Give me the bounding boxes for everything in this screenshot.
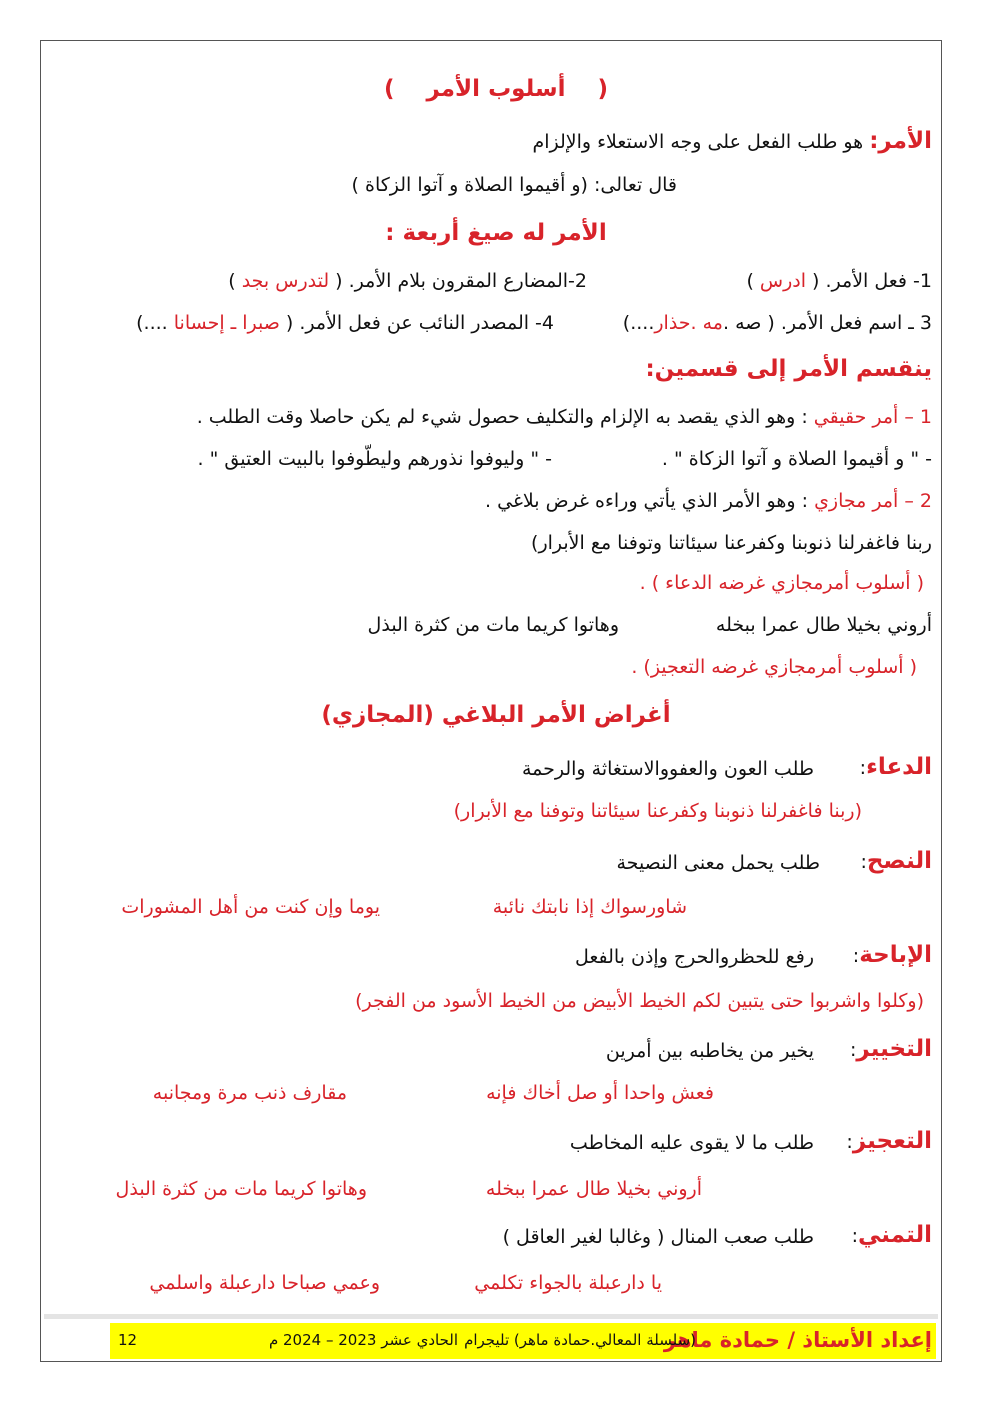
purpose-takhyir-colon: : [850,1039,857,1061]
purpose-dua-example: (ربنا فاغفرلنا ذنوبنا وكفرعنا سيئاتنا وتوفنا مع الأبرار) [453,800,862,822]
form-4-text: 4- المصدر النائب عن فعل الأمر. ( [279,312,554,334]
type-2 [485,488,932,514]
footer-page-number: 12 [118,1331,138,1349]
form-4-example: صبرا ـ إحسانا [173,312,280,334]
form-3 [623,310,932,336]
purpose-takhyir-label: التخيير [856,1036,932,1062]
footer-bar [110,1323,936,1359]
form-3-close: ....) [622,312,655,334]
definition-line [532,128,932,155]
form-2-example: لتدرس بجد [241,270,330,292]
type-2-example-2a: أروني بخيلا طال عمرا ببخله [715,614,932,636]
purpose-dua-def: طلب العون والعفووالاستغاثة والرحمة [521,758,814,780]
purpose-nush [860,848,932,875]
form-1-example: ادرس [759,270,807,292]
form-1-close: ) [746,270,760,292]
purpose-ibaha-colon: : [852,945,860,967]
form-2-text: 2-المضارع المقرون بلام الأمر. ( [329,270,587,292]
purpose-takhyir-example-1: فعش واحدا أو صل أخاك فإنه [486,1082,714,1104]
footer-separator [44,1314,938,1319]
purpose-nush-example-1: شاورسواك إذا نابتك نائبة [492,896,687,918]
purpose-ibaha-example: (وكلوا واشربوا حتى يتبين لكم الخيط الأبيض من الخيط الأسود من الفجر) [355,990,924,1012]
purpose-tamanni [852,1222,932,1249]
type-2-text: : وهو الأمر الذي يأتي وراءه غرض بلاغي . [485,490,815,512]
form-4-close: ....) [136,312,174,334]
form-1-text: 1- فعل الأمر. ( [806,270,932,292]
footer-grade: الحادي عشر 2023 – 2024 م [268,1331,458,1349]
form-2-close: ) [228,270,242,292]
purpose-nush-example-2: يوما وإن كنت من أهل المشورات [121,896,380,918]
forms-heading-colon: : [385,220,395,246]
form-3-example: مه .حذار [654,312,723,334]
type-2-note-2: ( أسلوب أمرمجازي غرضه التعجيز) . [631,656,917,678]
purpose-takhyir-def: يخير من يخاطبه بين أمرين [605,1040,814,1062]
purpose-ibaha-label: الإباحة [859,942,932,968]
type-1-label: 1 – أمر حقيقي [813,406,932,428]
type-2-example-2b: وهاتوا كريما مات من كثرة البذل [367,614,619,636]
purpose-takhyir [850,1036,932,1063]
purpose-taajiz [846,1128,932,1155]
definition-label: الأمر: [869,128,932,154]
purpose-ibaha-def: رفع للحظروالحرج وإذن بالفعل [574,946,814,968]
purpose-tamanni-example-1: يا دارعبلة بالجواء تكلمي [474,1272,662,1294]
forms-heading [0,220,992,246]
title-close-paren: ) [383,76,395,102]
purpose-taajiz-label: التعجيز [852,1128,932,1154]
forms-heading-text: الأمر له صيغ أربعة [402,220,607,246]
type-1-example-1: - " و أقيموا الصلاة و آتوا الزكاة " . [661,448,932,470]
title-open-paren: ( [597,76,609,102]
purpose-taajiz-example-1: أروني بخيلا طال عمرا ببخله [485,1178,702,1200]
purpose-tamanni-label: التمني [858,1222,932,1248]
purpose-nush-colon: : [860,851,867,873]
type-2-note-1: ( أسلوب أمرمجازي غرضه الدعاء ) . [639,572,924,594]
purpose-tamanni-example-2: وعمي صباحا دارعبلة واسلمي [149,1272,380,1294]
purpose-nush-label: النصح [866,848,932,874]
purpose-takhyir-example-2: مقارف ذنب مرة ومجانبه [152,1082,347,1104]
footer-author: إعداد الأستاذ / حمادة ماهر [663,1328,932,1352]
purpose-taajiz-example-2: وهاتوا كريما مات من كثرة البذل [115,1178,367,1200]
type-2-label: 2 – أمر مجازي [814,490,932,512]
purpose-taajiz-def: طلب ما لا يقوى عليه المخاطب [569,1132,814,1154]
form-1 [746,268,932,294]
type-2-example-1: ربنا فاغفرلنا ذنوبنا وكفرعنا سيئاتنا وتوفنا مع الأبرار) [531,532,932,554]
form-4 [136,310,554,336]
type-1 [197,404,932,430]
form-3-text: 3 ـ اسم فعل الأمر. ( صه . [722,312,932,334]
verse-line: قال تعالى: (و أقيموا الصلاة و آتوا الزكاة ) [351,174,677,196]
purpose-tamanni-def: طلب صعب المنال ( وغالبا لغير العاقل ) [502,1226,814,1248]
type-1-example-2: - " وليوفوا نذورهم وليطّوفوا بالبيت العتيق " . [197,448,552,470]
page-title [0,76,992,102]
title-text: أسلوب الأمر [426,76,566,102]
types-heading: ينقسم الأمر إلى قسمين: [645,356,932,382]
form-2 [228,268,587,294]
type-1-text: : وهو الذي يقصد به الإلزام والتكليف حصول شيء لم يكن حاصلا وقت الطلب . [196,406,814,428]
purpose-tamanni-colon: : [851,1225,858,1247]
purpose-taajiz-colon: : [846,1131,853,1153]
footer-series: (سلسلة المعالي.حمادة ماهر) تليجرام [464,1331,696,1349]
purpose-dua-colon: : [859,757,867,779]
purpose-dua-label: الدعاء [866,754,932,780]
purpose-nush-def: طلب يحمل معنى النصيحة [616,852,820,874]
purpose-ibaha [853,942,932,969]
definition-text: هو طلب الفعل على وجه الاستعلاء والإلزام [532,131,870,153]
purposes-heading: أغراض الأمر البلاغي (المجازي) [321,702,671,728]
purpose-dua [860,754,932,781]
